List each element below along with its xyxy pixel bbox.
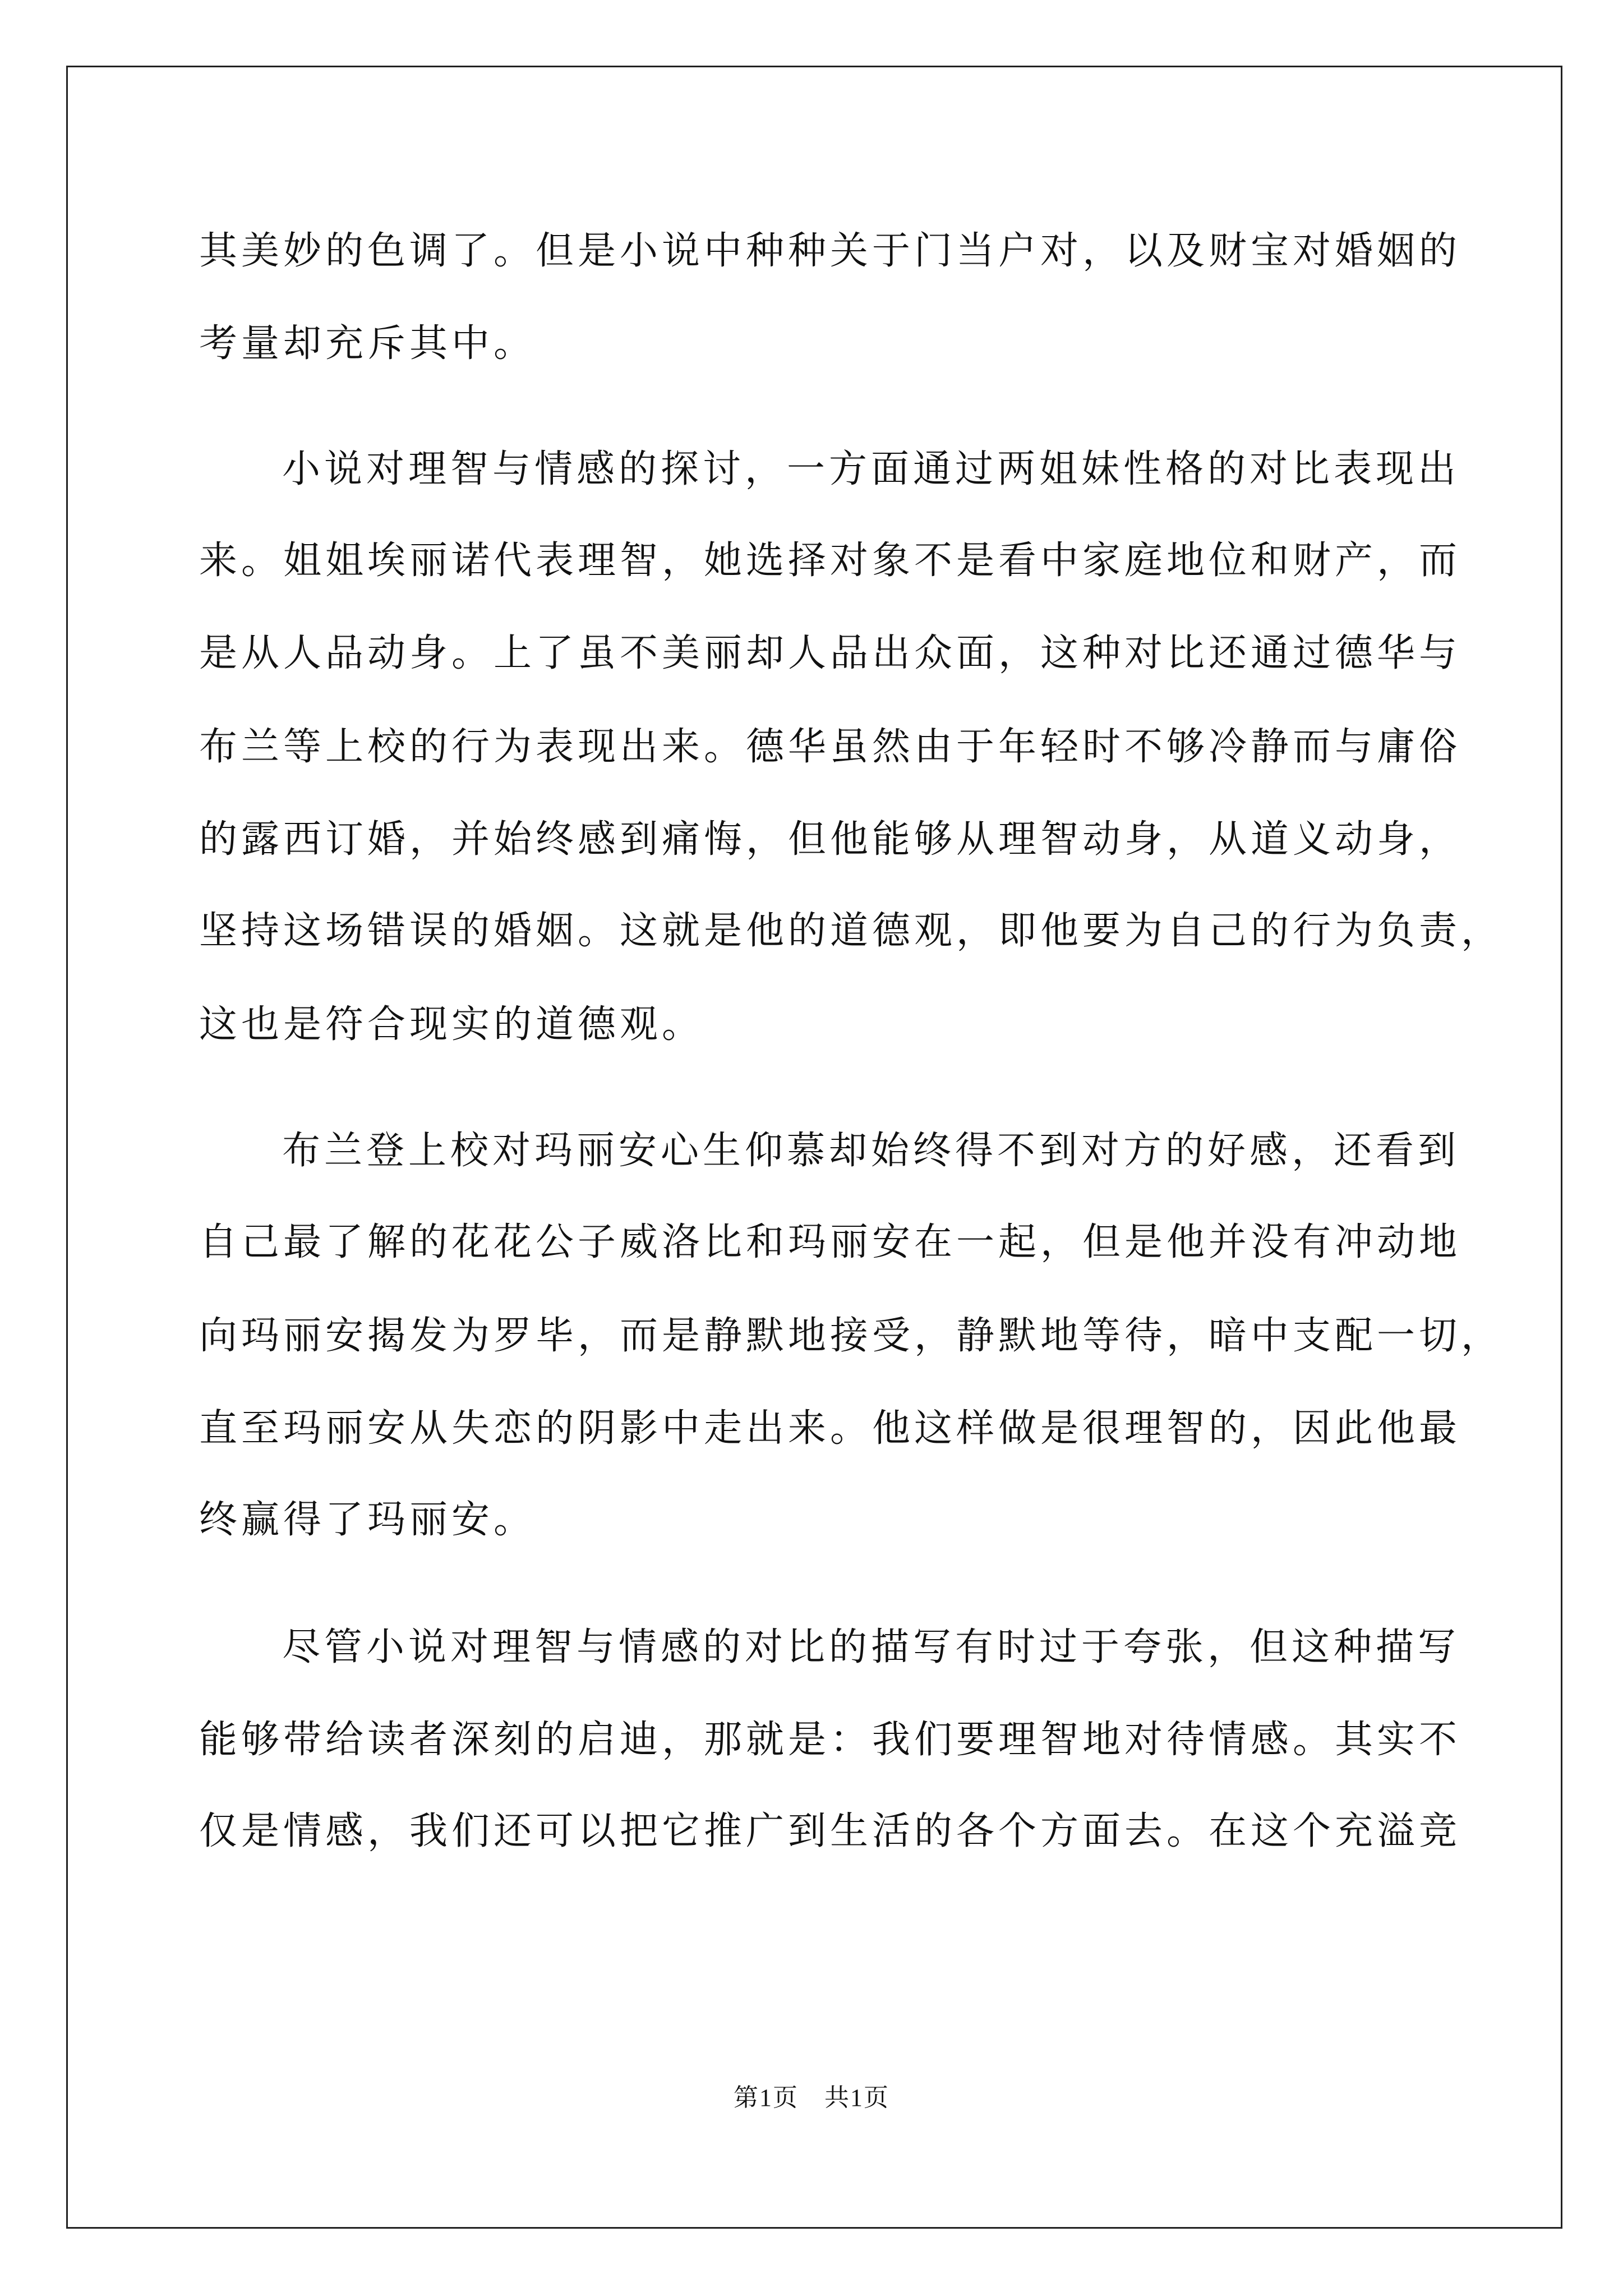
- page-number: 第1页 共1页: [734, 2084, 889, 2111]
- text-line: 布兰登上校对玛丽安心生仰慕却始终得不到对方的好感，还看到: [282, 1129, 1460, 1173]
- text-line: 其美妙的色调了。但是小说中种种关于门当户对，以及财宝对婚姻的: [199, 229, 1461, 273]
- text-line: 坚持这场错误的婚姻。这就是他的道德观，即他要为自己的行为负责，: [199, 909, 1504, 953]
- text-line: 直至玛丽安从失恋的阴影中走出来。他这样做是很理智的，因此他最: [199, 1406, 1461, 1451]
- text-line: 尽管小说对理智与情感的对比的描写有时过于夸张，但这种描写: [282, 1625, 1460, 1669]
- text-line: 布兰等上校的行为表现出来。德华虽然由于年轻时不够冷静而与庸俗: [199, 725, 1461, 769]
- text-line: 终赢得了玛丽安。: [199, 1498, 536, 1542]
- text-line: 自己最了解的花花公子威洛比和玛丽安在一起，但是他并没有冲动地: [199, 1220, 1461, 1264]
- text-line: 能够带给读者深刻的启迪，那就是：我们要理智地对待情感。其实不: [199, 1718, 1461, 1762]
- text-line: 向玛丽安揭发为罗毕，而是静默地接受，静默地等待，暗中支配一切，: [199, 1314, 1504, 1358]
- text-line: 这也是符合现实的道德观。: [199, 1002, 704, 1047]
- text-line: 考量却充斥其中。: [199, 321, 536, 366]
- text-line: 仅是情感，我们还可以把它推广到生活的各个方面去。在这个充溢竞: [199, 1809, 1461, 1853]
- text-line: 的露西订婚，并始终感到痛悔，但他能够从理智动身，从道义动身，: [199, 817, 1461, 862]
- text-line: 来。姐姐埃丽诺代表理智，她选择对象不是看中家庭地位和财产，而: [199, 539, 1461, 583]
- text-line: 小说对理智与情感的探讨，一方面通过两姐妹性格的对比表现出: [282, 447, 1460, 491]
- text-line: 是从人品动身。上了虽不美丽却人品出众面，这种对比还通过德华与: [199, 631, 1461, 675]
